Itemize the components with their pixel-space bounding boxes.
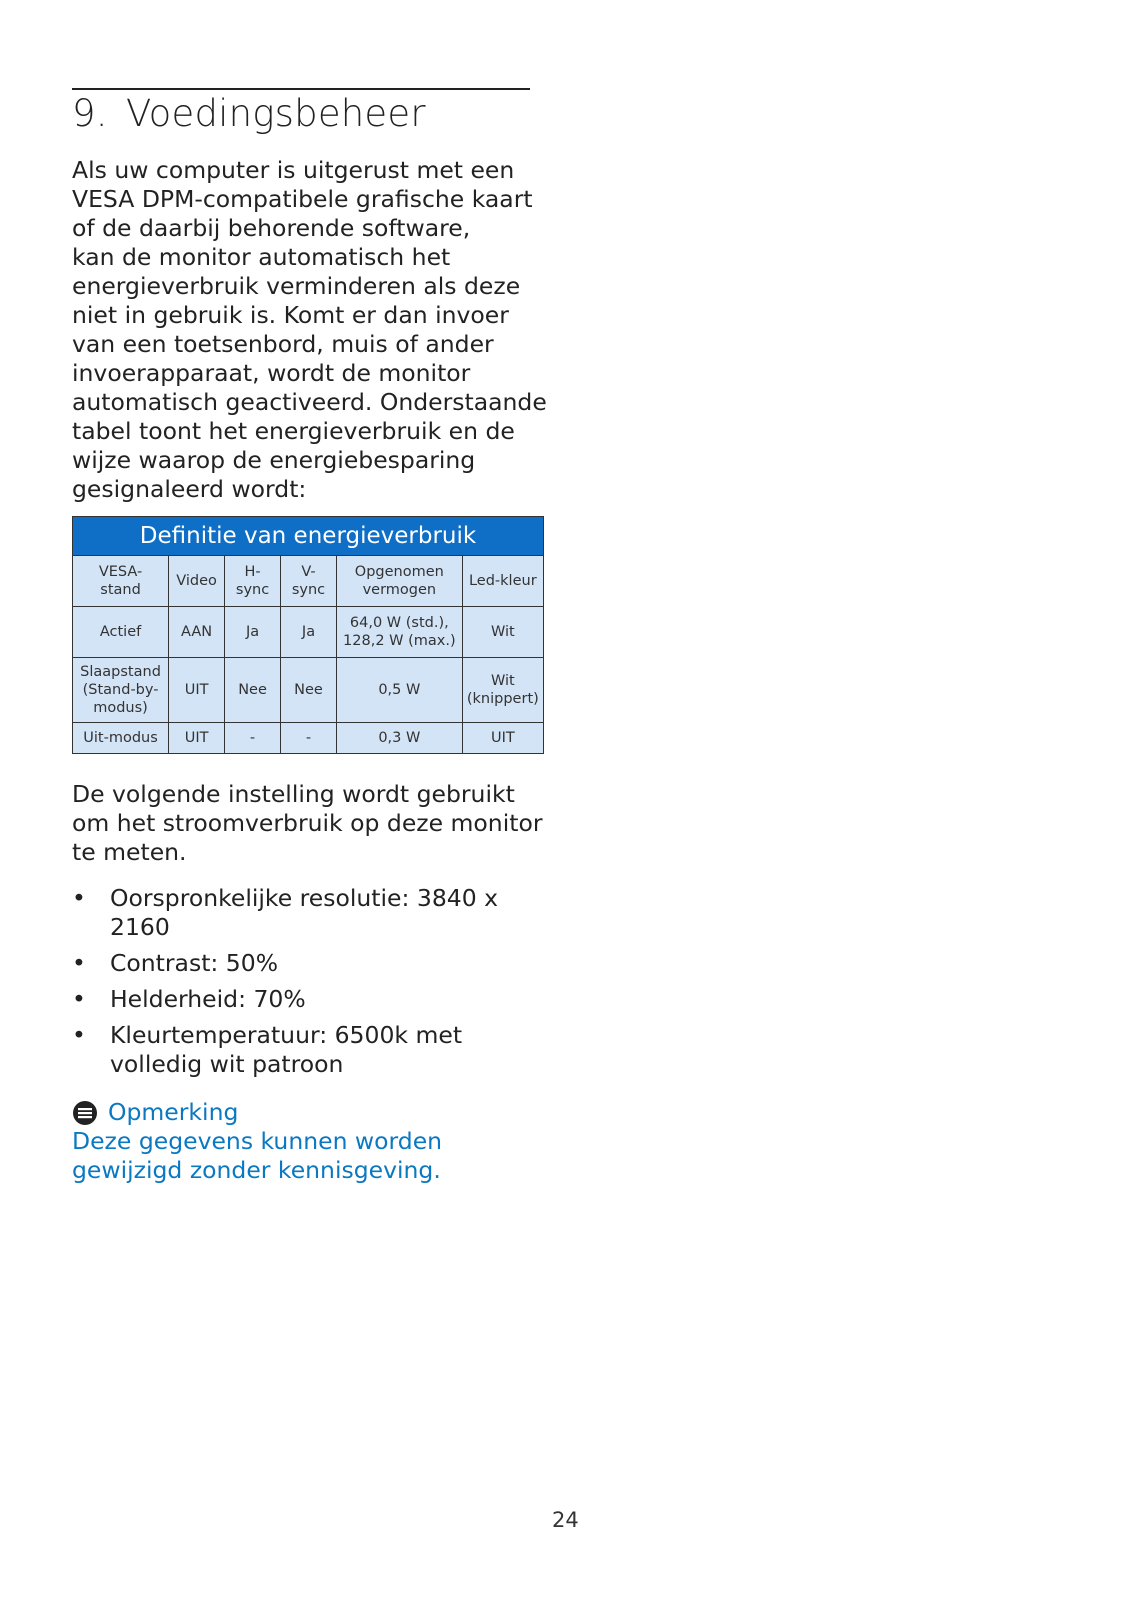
table-cell: Ja (281, 607, 337, 658)
measurement-paragraph (72, 780, 542, 867)
bullet-icon: • (72, 949, 86, 977)
table-cell: Actief (73, 607, 169, 658)
intro-line: van een toetsenbord, muis of ander (72, 330, 494, 358)
intro-line: energieverbruik verminderen als deze (72, 272, 521, 300)
heading-rule (72, 88, 530, 90)
header-cell: Opgenomen vermogen (337, 556, 463, 607)
table-cell: Nee (225, 658, 281, 723)
intro-line: VESA DPM-compatibele grafische kaart (72, 185, 533, 213)
table-cell: - (281, 723, 337, 754)
header-cell: H- sync (225, 556, 281, 607)
intro-line: automatisch geactiveerd. Onderstaande (72, 388, 547, 416)
page-number: 24 (552, 1508, 579, 1532)
table-cell: Uit-modus (73, 723, 169, 754)
section-title: Voedingsbeheer (126, 92, 426, 135)
paragraph-line: te meten. (72, 838, 187, 866)
table-cell: 0,3 W (337, 723, 463, 754)
intro-line: tabel toont het energieverbruik en de (72, 417, 515, 445)
header-cell: Video (169, 556, 225, 607)
bullet-icon: • (72, 985, 86, 1013)
paragraph-line: De volgende instelling wordt gebruikt (72, 780, 515, 808)
list-item: • Kleurtemperatuur: 6500k met volledig wit patroon (72, 1021, 463, 1078)
note-line: gewijzigd zonder kennisgeving. (72, 1156, 441, 1184)
bullet-icon: • (72, 1021, 86, 1049)
header-cell: VESA- stand (73, 556, 169, 607)
list-item: • Oorspronkelijke resolutie: 3840 x 2160 (72, 884, 499, 941)
list-item: • Contrast: 50% (72, 949, 279, 977)
table-row (73, 607, 544, 658)
table-cell: 64,0 W (std.), 128,2 W (max.) (337, 607, 463, 658)
section-heading (72, 92, 426, 135)
settings-list (72, 884, 498, 1086)
table-row (73, 723, 544, 754)
note-title-row (72, 1098, 442, 1127)
bullet-icon: • (72, 884, 86, 912)
intro-line: kan de monitor automatisch het (72, 243, 451, 271)
intro-line: gesignaleerd wordt: (72, 475, 307, 503)
section-number: 9. (72, 92, 108, 135)
table-cell: AAN (169, 607, 225, 658)
table-row (73, 658, 544, 723)
table-cell: UIT (462, 723, 543, 754)
note-block (72, 1098, 442, 1185)
note-line: Deze gegevens kunnen worden (72, 1127, 443, 1155)
intro-line: invoerapparaat, wordt de monitor (72, 359, 471, 387)
table-cell: Nee (281, 658, 337, 723)
intro-line: wijze waarop de energiebesparing (72, 446, 476, 474)
table-cell: Ja (225, 607, 281, 658)
table-cell: Slaapstand (Stand-by- modus) (73, 658, 169, 723)
table-cell: UIT (169, 723, 225, 754)
paragraph-line: om het stroomverbruik op deze monitor (72, 809, 543, 837)
table-cell: UIT (169, 658, 225, 723)
list-item: • Helderheid: 70% (72, 985, 306, 1013)
table-header-row (73, 556, 544, 607)
intro-line: Als uw computer is uitgerust met een (72, 156, 515, 184)
power-definition-table (72, 516, 544, 754)
table-cell: - (225, 723, 281, 754)
header-cell: V- sync (281, 556, 337, 607)
note-title: Opmerking (108, 1098, 239, 1126)
table-cell: Wit (462, 607, 543, 658)
intro-line: niet in gebruik is. Komt er dan invoer (72, 301, 509, 329)
header-cell: Led-kleur (462, 556, 543, 607)
table-cell: 0,5 W (337, 658, 463, 723)
note-icon (72, 1100, 98, 1126)
table-cell: Wit (knippert) (462, 658, 543, 723)
table-caption: Definitie van energieverbruik (73, 517, 544, 556)
intro-paragraph (72, 156, 547, 504)
intro-line: of de daarbij behorende software, (72, 214, 471, 242)
